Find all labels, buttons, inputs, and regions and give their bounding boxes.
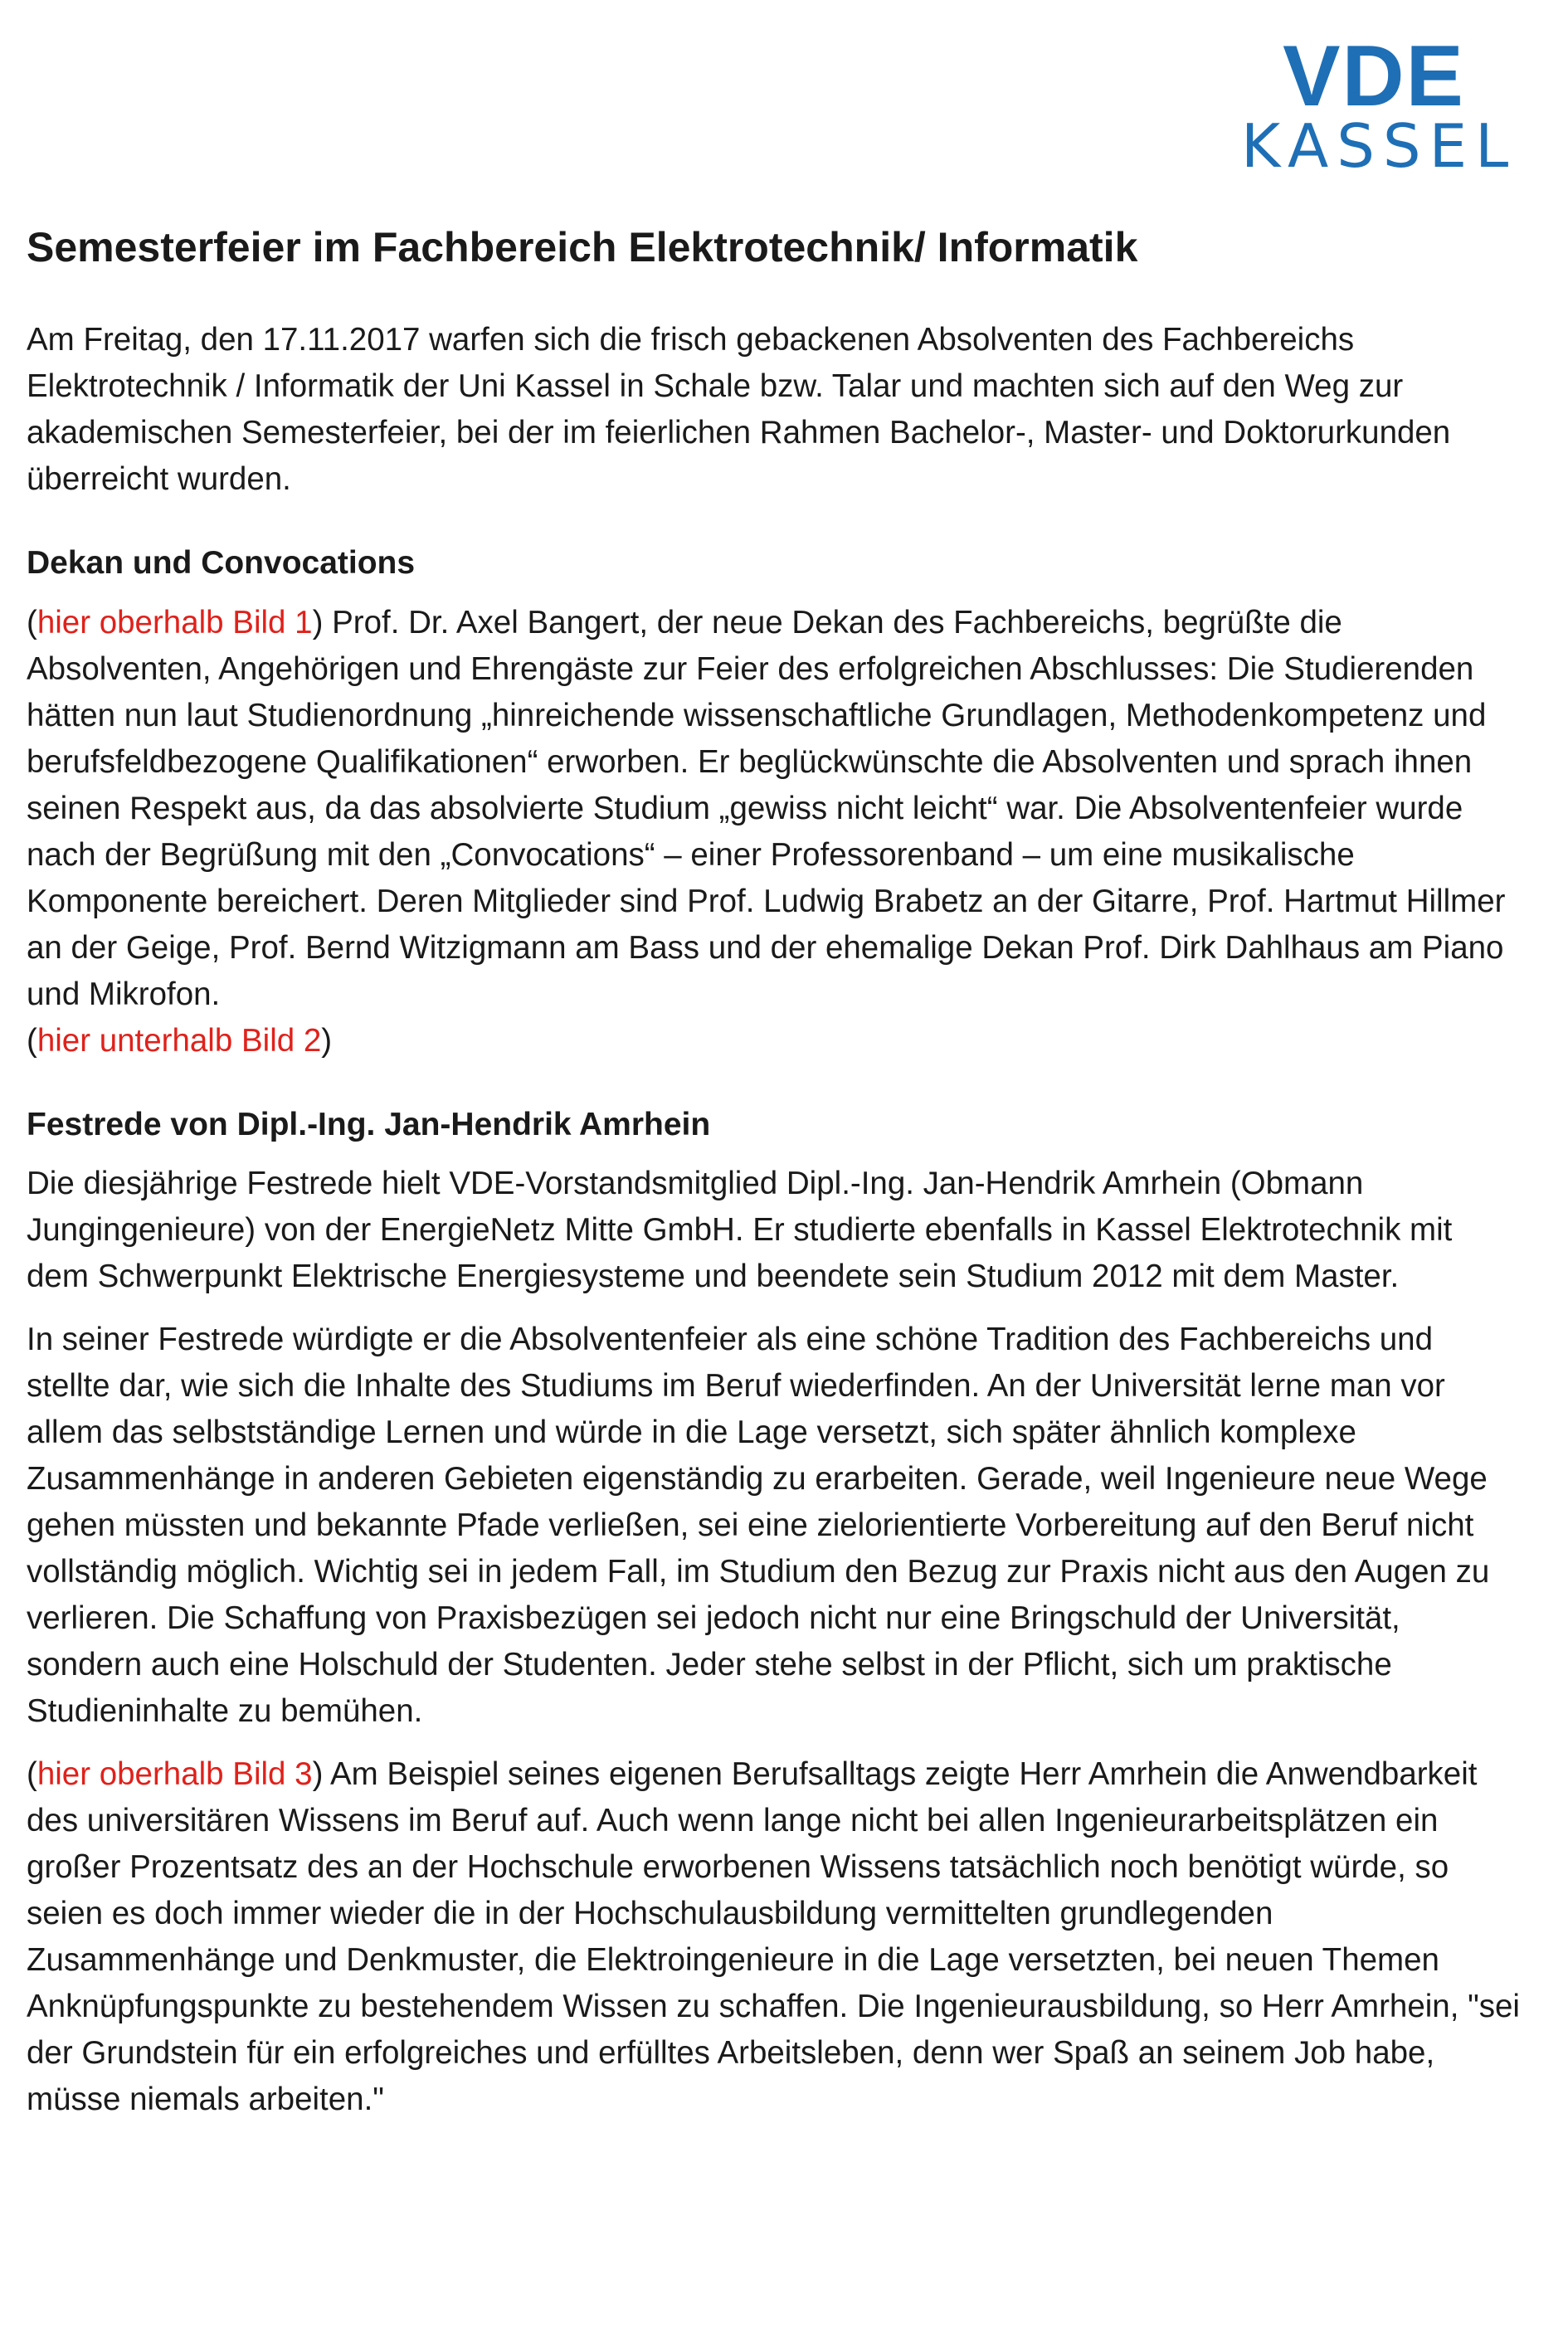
intro-paragraph: Am Freitag, den 17.11.2017 warfen sich die frisch gebackenen Absolventen des Fachbereichs Elektrotechnik / Informatik der Uni Kassel in Schale bzw. Talar und machten sich auf den Weg zur akademischen Semesterfeier, bei der im feierlichen Rahmen Bachelor-, Master- und Doktorurkunden überreicht wurden.	[27, 322, 1451, 497]
festrede-paragraph-3: (hier oberhalb Bild 3) Am Beispiel seines eigenen Berufsalltags zeigte Herr Amrhein die Anwendbarkeit des universitären Wissens im Beruf auf. Auch wenn lange nicht bei allen Ingenieurarbeitsplätzen ein großer Prozentsatz des an der Hochschule erworbenen Wissens tatsächlich noch benötigt würde, so seien es doch immer wieder die in der Hochschulausbildung vermittelten grundlegenden Zusammenhänge und Denkmuster, die Elektroingenieure in die Lage versetzten, bei neuen Themen Anknüpfungspunkte zu bestehendem Wissen zu schaffen. Die Ingenieurausbildung, so Herr Amrhein, "sei der Grundstein für ein erfolgreiches und erfülltes Arbeitsleben, denn wer Spaß an seinem Job habe, müsse niemals arbeiten."	[27, 1756, 1520, 2118]
image-marker-2: hier unterhalb Bild 2	[37, 1022, 322, 1059]
dekan-text: Prof. Dr. Axel Bangert, der neue Dekan des Fachbereichs, begrüßte die Absolventen, Angehörigen und Ehrengäste zur Feier des erfolgreichen Abschlusses: Die Studierenden hätten nun laut Studienordnung „hinreichende wissenschaftliche Grundlagen, Methodenkompetenz und berufsfeldbezogene Qualifikationen“ erworben. Er beglückwünschte die Absolventen und sprach ihnen seinen Respekt aus, da das absolvierte Studium „gewiss nicht leicht“ war. Die Absolventenfeier wurde nach der Begrüßung mit den „Convocations“ – einer Professorenband – um eine musikalische Komponente bereichert. Deren Mitglieder sind Prof. Ludwig Brabetz an der Gitarre, Prof. Hartmut Hillmer an der Geige, Prof. Bernd Witzigmann am Bass und der ehemalige Dekan Prof. Dirk Dahlhaus am Piano und Mikrofon.	[27, 604, 1506, 1012]
image-marker-3: hier oberhalb Bild 3	[37, 1756, 313, 1793]
section-heading-dekan: Dekan und Convocations	[27, 545, 416, 581]
logo-kassel-text: KASSEL	[1241, 111, 1517, 181]
section-heading-festrede: Festrede von Dipl.-Ing. Jan-Hendrik Amrhein	[27, 1106, 711, 1142]
logo-vde-text: VDE	[1283, 28, 1465, 124]
festrede-paragraph-2: In seiner Festrede würdigte er die Absolventenfeier als eine schöne Tradition des Fachbereichs und stellte dar, wie sich die Inhalte des Studiums im Beruf wiederfinden. An der Universität lerne man vor allem das selbstständige Lernen und würde in die Lage versetzt, sich später ähnlich komplexe Zusammenhänge in anderen Gebieten eigenständig zu erarbeiten. Gerade, weil Ingenieure neue Wege gehen müssten und bekannte Pfade verließen, sei eine zielorientierte Vorbereitung auf den Beruf nicht vollständig möglich. Wichtig sei in jedem Fall, im Studium den Bezug zur Praxis nicht aus den Augen zu verlieren. Die Schaffung von Praxisbezügen sei jedoch nicht nur eine Bringschuld der Universität, sondern auch eine Holschuld der Studenten. Jeder stehe selbst in der Pflicht, sich um praktische Studieninhalte zu bemühen.	[27, 1322, 1490, 1730]
document-title: Semesterfeier im Fachbereich Elektrotechnik/ Informatik	[27, 224, 1138, 270]
festrede-text-3: Am Beispiel seines eigenen Berufsalltags zeigte Herr Amrhein die Anwendbarkeit des universitären Wissens im Beruf auf. Auch wenn lange nicht bei allen Ingenieurarbeitsplätzen ein großer Prozentsatz des an der Hochschule erworbenen Wissens tatsächlich noch benötigt würde, so seien es doch immer wieder die in der Hochschulausbildung vermittelten grundlegenden Zusammenhänge und Denkmuster, die Elektroingenieure in die Lage versetzten, bei neuen Themen Anknüpfungspunkte zu bestehendem Wissen zu schaffen. Die Ingenieurausbildung, so Herr Amrhein, "sei der Grundstein für ein erfolgreiches und erfülltes Arbeitsleben, denn wer Spaß an seinem Job habe, müsse niemals arbeiten."	[27, 1756, 1520, 2118]
festrede-paragraph-1: Die diesjährige Festrede hielt VDE-Vorstandsmitglied Dipl.-Ing. Jan-Hendrik Amrhein (Obmann Jungingenieure) von der EnergieNetz Mitte GmbH. Er studierte ebenfalls in Kassel Elektrotechnik mit dem Schwerpunkt Elektrische Energiesysteme und beendete sein Studium 2012 mit dem Master.	[27, 1166, 1453, 1295]
vde-kassel-logo	[1241, 28, 1517, 181]
image-marker-1: hier oberhalb Bild 1	[37, 604, 313, 640]
document-body	[27, 222, 1520, 2140]
dekan-paragraph: (hier oberhalb Bild 1) Prof. Dr. Axel Bangert, der neue Dekan des Fachbereichs, begrüßte die Absolventen, Angehörigen und Ehrengäste zur Feier des erfolgreichen Abschlusses: Die Studierenden hätten nun laut Studienordnung „hinreichende wissenschaftliche Grundlagen, Methodenkompetenz und berufsfeldbezogene Qualifikationen“ erworben. Er beglückwünschte die Absolventen und sprach ihnen seinen Respekt aus, da das absolvierte Studium „gewiss nicht leicht“ war. Die Absolventenfeier wurde nach der Begrüßung mit den „Convocations“ – einer Professorenband – um eine musikalische Komponente bereichert. Deren Mitglieder sind Prof. Ludwig Brabetz an der Gitarre, Prof. Hartmut Hillmer an der Geige, Prof. Bernd Witzigmann am Bass und der ehemalige Dekan Prof. Dirk Dahlhaus am Piano und Mikrofon. (hier unterhalb Bild 2)	[27, 604, 1506, 1059]
